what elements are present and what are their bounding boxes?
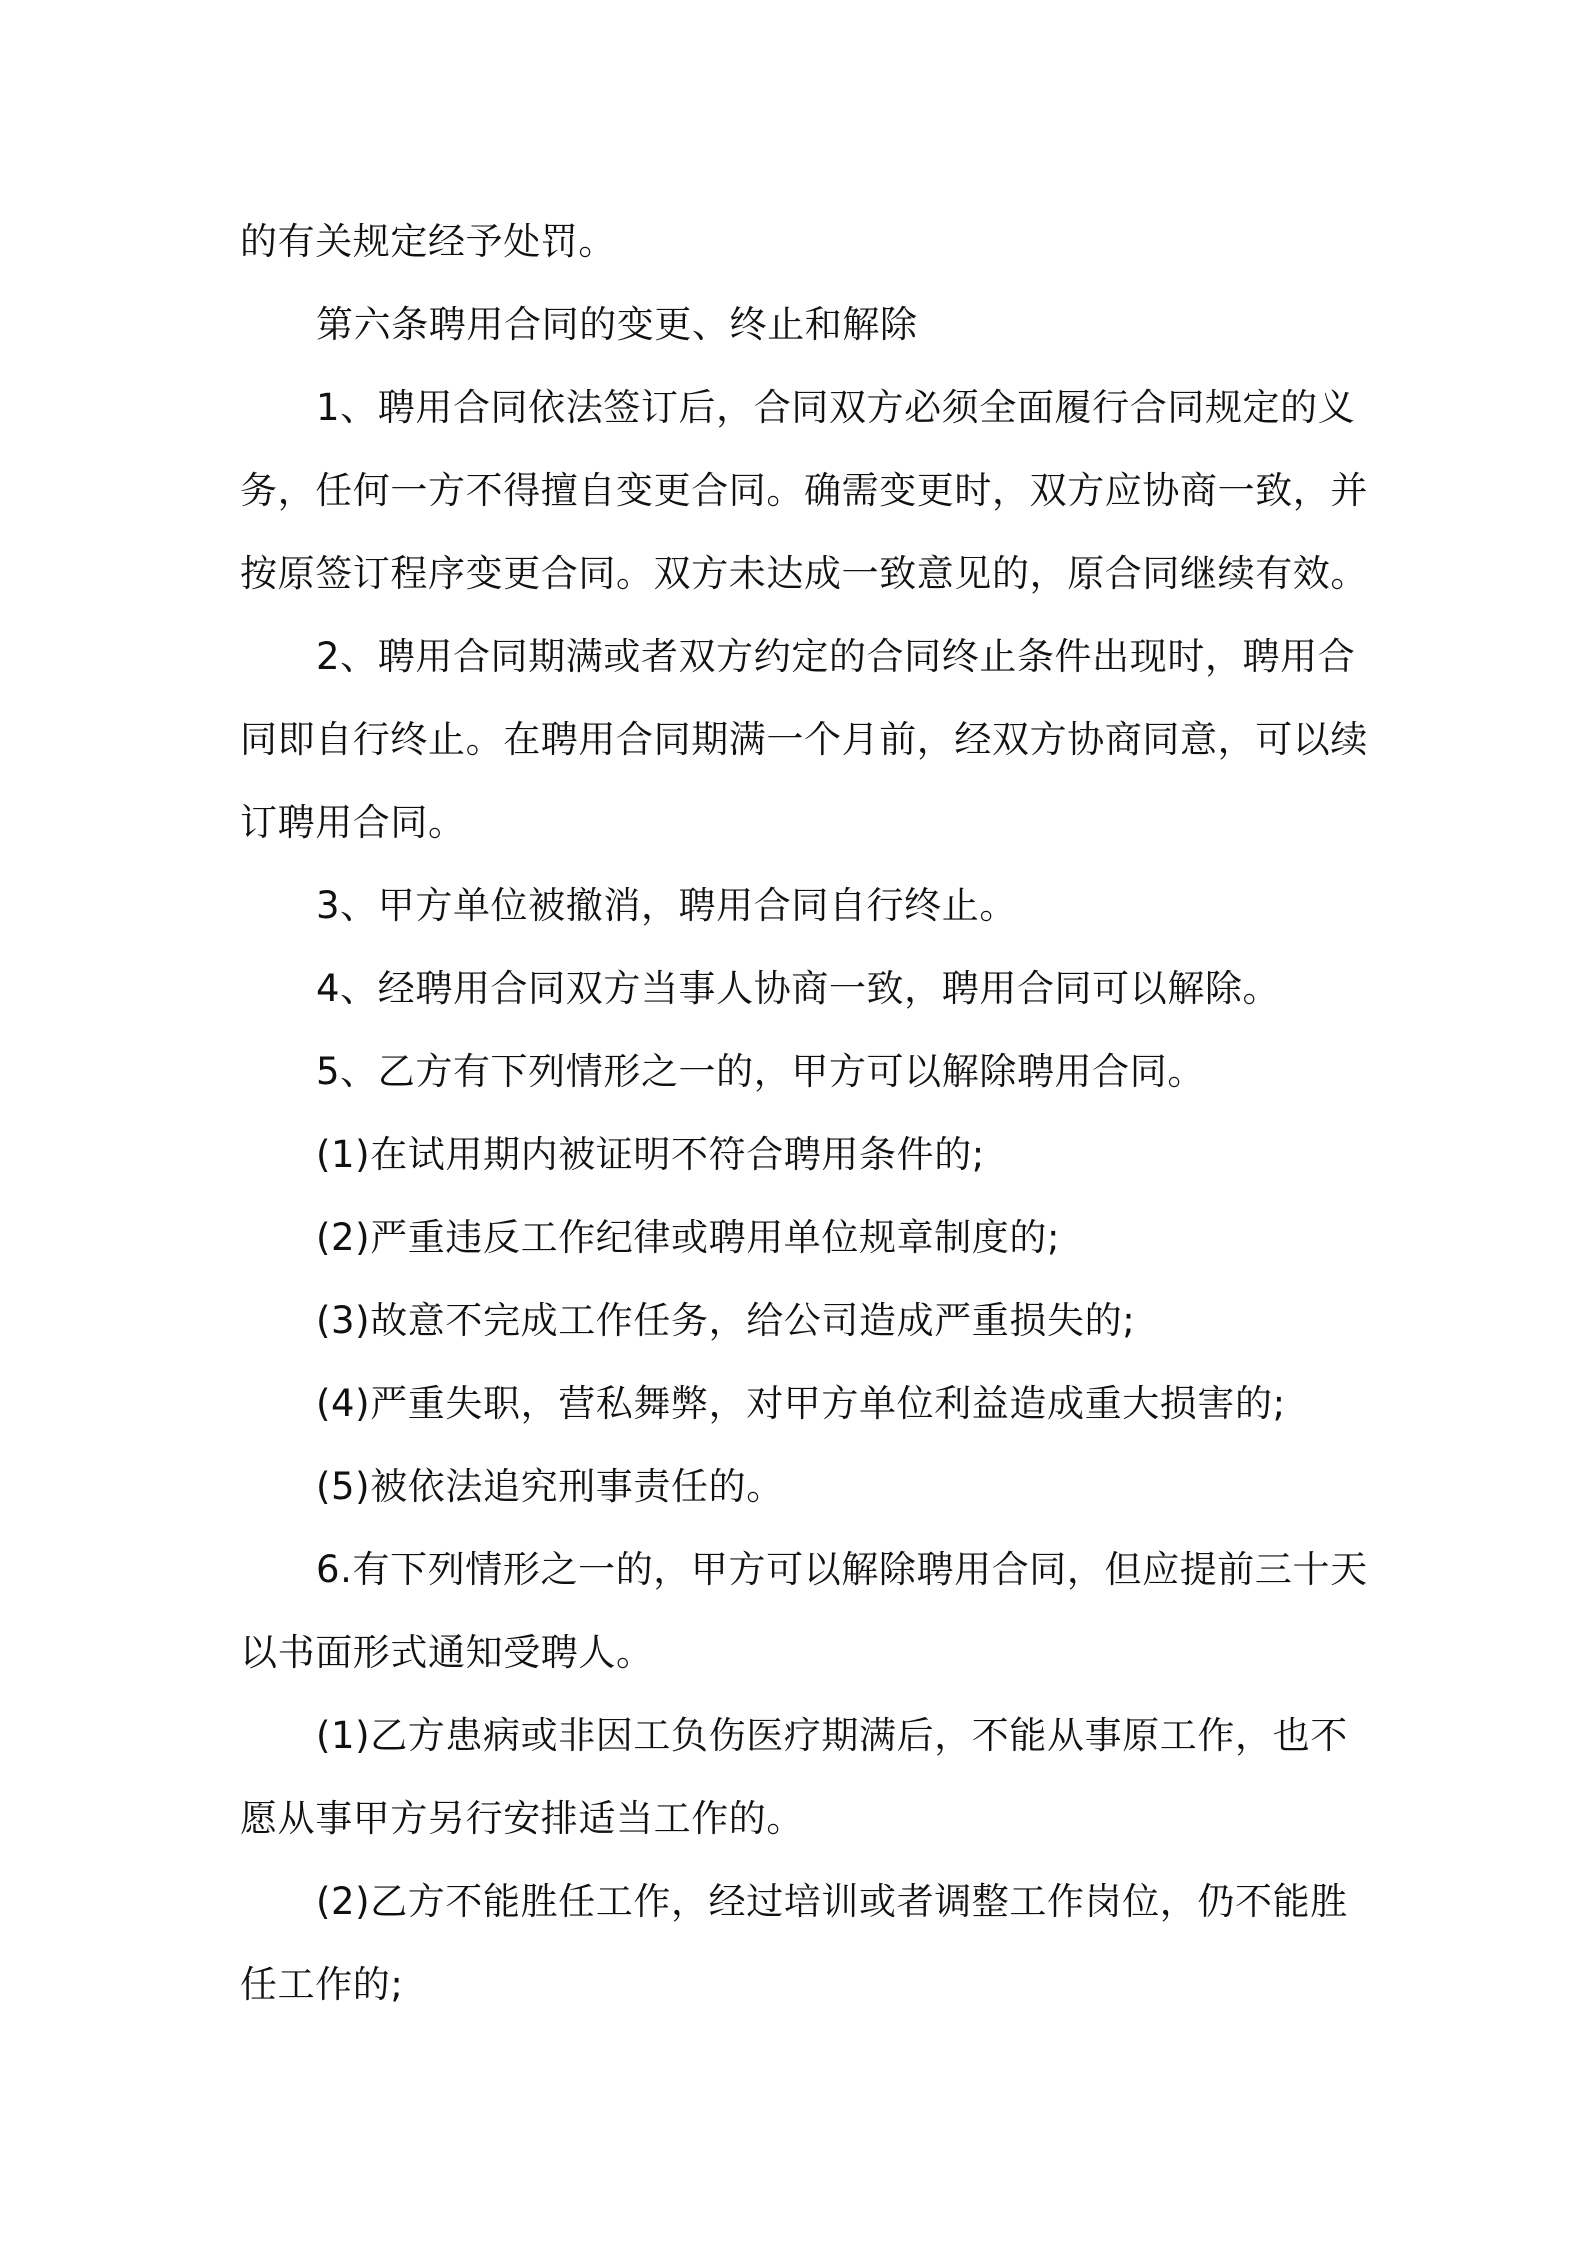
text-line: 订聘用合同。 [240,801,466,844]
text-line: 5、乙方有下列情形之一的，甲方可以解除聘用合同。 [316,1050,1205,1093]
clause-3 [240,864,1350,947]
text-line: 按原签订程序变更合同。双方未达成一致意见的，原合同继续有效。 [240,552,1368,595]
text-line: 4、经聘用合同双方当事人协商一致，聘用合同可以解除。 [316,967,1281,1010]
text-line: 愿从事甲方另行安排适当工作的。 [240,1797,804,1840]
text-line: 6.有下列情形之一的，甲方可以解除聘用合同，但应提前三十天 [316,1548,1368,1591]
paragraph-continuation [240,200,1350,283]
text-line: (2)乙方不能胜任工作，经过培训或者调整工作岗位，仍不能胜 [316,1880,1348,1923]
document-body [240,200,1368,2026]
text-line: (1)乙方患病或非因工负伤医疗期满后，不能从事原工作，也不 [316,1714,1348,1757]
clause-5-item-5 [240,1445,1350,1528]
clause-5-item-4 [240,1362,1350,1445]
text-line: (2)严重违反工作纪律或聘用单位规章制度的; [316,1216,1061,1259]
text-line: (3)故意不完成工作任务，给公司造成严重损失的; [316,1299,1136,1342]
text-line: (5)被依法追究刑事责任的。 [316,1465,784,1508]
text-line: 务，任何一方不得擅自变更合同。确需变更时，双方应协商一致，并 [240,469,1368,512]
text-line: 的有关规定经予处罚。 [240,220,616,263]
clause-5-item-3 [240,1279,1350,1362]
article-six-heading [240,283,1350,366]
text-line: 3、甲方单位被撤消，聘用合同自行终止。 [316,884,1017,927]
clause-6-item-1 [240,1694,1350,1860]
text-line: 任工作的; [240,1963,404,2006]
clause-5 [240,1030,1350,1113]
text-line: (1)在试用期内被证明不符合聘用条件的; [316,1133,985,1176]
clause-4 [240,947,1350,1030]
text-line: 以书面形式通知受聘人。 [240,1631,654,1674]
clause-5-item-1 [240,1113,1350,1196]
text-line: 同即自行终止。在聘用合同期满一个月前，经双方协商同意，可以续 [240,718,1368,761]
text-line: 1、聘用合同依法签订后，合同双方必须全面履行合同规定的义 [316,386,1356,429]
clause-2 [240,615,1368,864]
text-line: 第六条聘用合同的变更、终止和解除 [316,303,918,346]
clause-6-item-2 [240,1860,1350,2026]
clause-6 [240,1528,1368,1694]
clause-1 [240,366,1368,615]
text-line: 2、聘用合同期满或者双方约定的合同终止条件出现时，聘用合 [316,635,1356,678]
text-line: (4)严重失职，营私舞弊，对甲方单位利益造成重大损害的; [316,1382,1286,1425]
clause-5-item-2 [240,1196,1350,1279]
